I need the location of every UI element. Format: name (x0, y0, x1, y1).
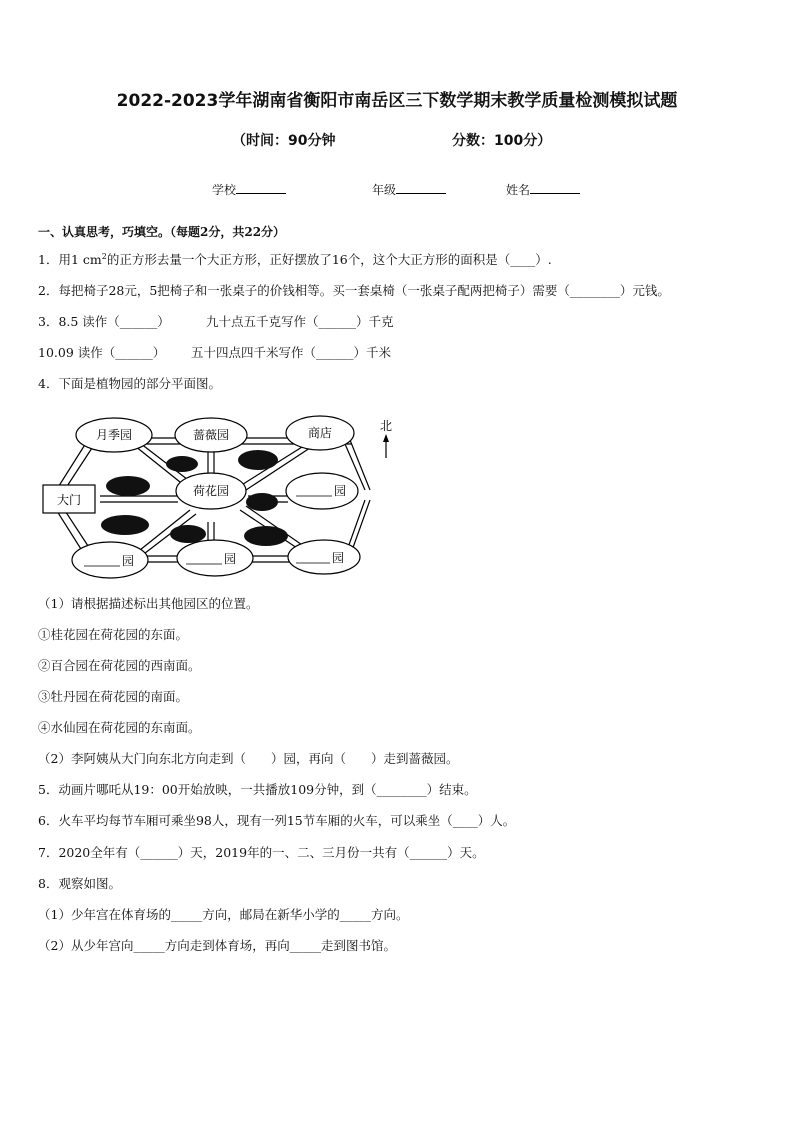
school-field: 学校 (212, 181, 286, 198)
school-blank[interactable] (236, 181, 286, 194)
shrub-icon (246, 493, 278, 511)
garden-label: 月季园 (95, 428, 133, 442)
shrub-icon (244, 526, 288, 546)
exam-time: （时间：90分钟 (232, 133, 336, 149)
north-label: 北 (379, 419, 393, 433)
list-item: ①桂花园在荷花园的东面。 (38, 627, 189, 642)
question-2: 2．每把椅子28元，5把椅子和一张桌子的价钱相等。买一套桌椅（一张桌子配两把椅子）需要（________）元钱。 (38, 283, 670, 298)
name-blank[interactable] (530, 181, 580, 194)
name-field: 姓名 (506, 181, 580, 198)
question-8-1: （1）少年宫在体育场的_____方向，邮局在新华小学的_____方向。 (38, 907, 409, 922)
question-8-2: （2）从少年宫向_____方向走到体育场，再向_____走到图书馆。 (38, 938, 396, 953)
question-4: 4．下面是植物园的部分平面图。 (38, 376, 221, 391)
north-arrow-icon (383, 434, 389, 458)
section-heading: 一、认真思考，巧填空。（每题2分，共22分） (38, 225, 286, 239)
question-8: 8．观察如图。 (38, 876, 121, 891)
shrub-icon (170, 525, 206, 543)
question-6: 6．火车平均每节车厢可乘坐98人，现有一列15节车厢的火车，可以乘坐（____）人。 (38, 813, 516, 828)
gate-label: 大门 (56, 493, 82, 507)
list-item: ②百合园在荷花园的西南面。 (38, 658, 201, 673)
shrub-icon (106, 476, 150, 496)
shrub-icon (166, 456, 198, 472)
page-title: 2022-2023学年湖南省衡阳市南岳区三下数学期末教学质量检测模拟试题 (116, 91, 678, 111)
shrub-icon (101, 515, 149, 535)
list-item: ④水仙园在荷花园的东南面。 (38, 720, 201, 735)
question-1: 1．用1 $cm^2$的正方形去量一个大正方形，正好摆放了16个，这个大正方形的面积是（____）. (38, 251, 552, 267)
question-7: 7．2020全年有（______）天，2019年的一、二、三月份一共有（______）天。 (38, 845, 485, 860)
grade-blank[interactable] (396, 181, 446, 194)
shrub-icon (238, 450, 278, 470)
question-5: 5．动画片哪吒从19：00开始放映，一共播放109分钟，到（________）结束。 (38, 782, 477, 797)
question-3b: 10.09 读作（______） 五十四点四千米写作（______）千米 (38, 345, 392, 360)
question-4-2: （2）李阿姨从大门向东北方向走到（ ）园，再向（ ）走到蔷薇园。 (38, 751, 459, 766)
grade-field: 年级 (372, 181, 446, 198)
blank-garden-label[interactable]: 园 (224, 552, 237, 566)
exam-score: 分数：100分） (452, 133, 552, 149)
blank-garden-label[interactable]: 园 (332, 551, 345, 565)
blank-garden-label[interactable]: 园 (122, 554, 135, 568)
garden-label: 蔷薇园 (192, 428, 230, 442)
list-item: ③牡丹园在荷花园的南面。 (38, 689, 189, 704)
garden-label: 商店 (307, 426, 333, 440)
garden-label: 荷花园 (192, 484, 230, 498)
question-3a: 3．8.5 读作（______） 九十点五千克写作（______）千克 (38, 314, 394, 329)
question-4-1: （1）请根据描述标出其他园区的位置。 (38, 596, 259, 611)
blank-garden-label[interactable]: 园 (334, 484, 347, 498)
garden-map (40, 410, 410, 585)
